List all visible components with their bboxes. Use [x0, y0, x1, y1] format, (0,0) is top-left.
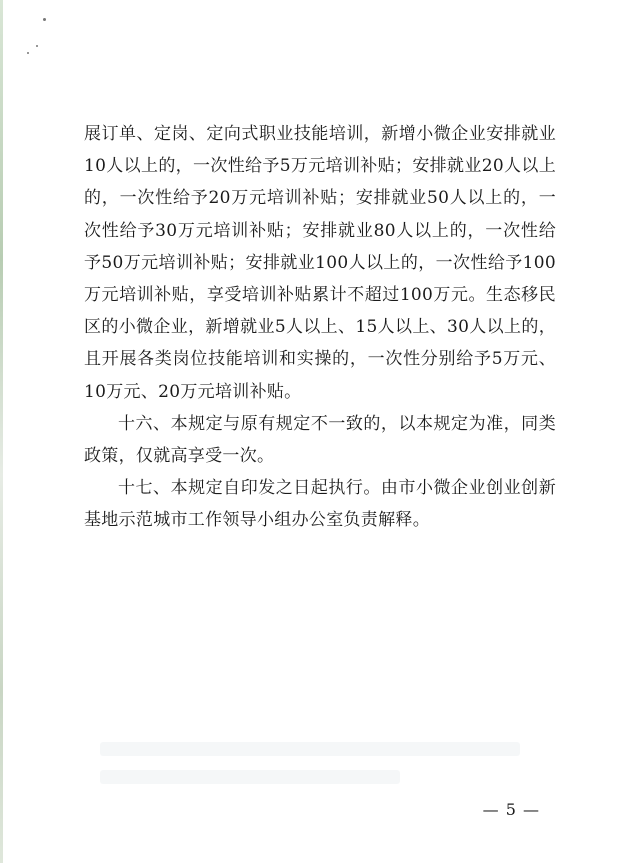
- paragraph-article-16: 十六、本规定与原有规定不一致的，以本规定为准，同类政策，仅就高享受一次。: [84, 413, 556, 467]
- scan-speck: [36, 45, 38, 47]
- page-number: — 5 —: [482, 800, 540, 819]
- scan-edge: [0, 0, 3, 863]
- scan-bleed-through: [100, 770, 400, 784]
- scan-speck: [27, 52, 29, 54]
- scan-bleed-through: [100, 742, 520, 756]
- document-body: [84, 118, 556, 537]
- paragraph-article-17: 十七、本规定自印发之日起执行。由市小微企业创业创新基地示范城市工作领导小组办公室负责解释。: [84, 478, 556, 531]
- paragraph-training-subsidy: 展订单、定岗、定向式职业技能培训，新增小微企业安排就业10人以上的，一次性给予5万元培训补贴；安排就业20人以上的，一次性给予20万元培训补贴；安排就业50人以上的，一次性给予30万元培训补贴；安排就业80人以上的，一次性给予50万元培训补贴；安排就业100人以上的，一次性给予100万元培训补贴，享受培训补贴累计不超过100万元。生态移民区的小微企业，新增就业5人以上、15人以上、30人以上的，且开展各类岗位技能培训和实操的，一次性分别给予5万元、10万元、20万元培训补贴。: [84, 124, 556, 402]
- scan-speck: [43, 18, 46, 21]
